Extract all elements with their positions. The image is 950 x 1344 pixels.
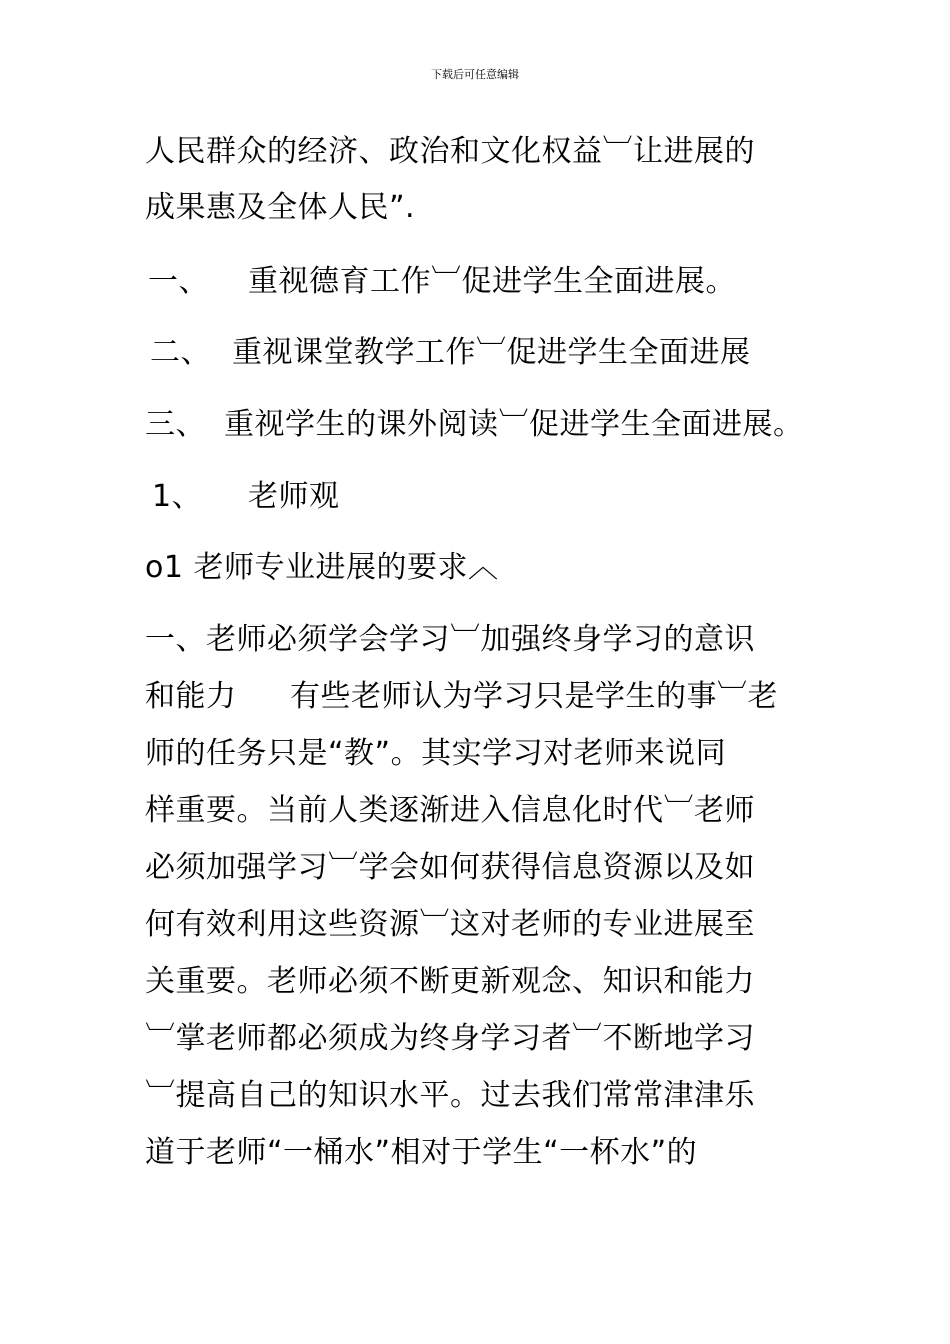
paragraph-line: 样重要。当前人类逐渐进入信息化时代︺老师	[145, 793, 755, 828]
paragraph-line: 一、老师必须学会学习︺加强终身学习的意识	[145, 622, 755, 657]
text-line: 人民群众的经济、政治和文化权益︺让进展的	[145, 134, 755, 169]
subsection-number: 1、	[152, 479, 203, 514]
section-heading-title: 重视德育工作︺促进学生全面进展。	[248, 264, 736, 299]
subheading: o1 老师专业进展的要求︿	[145, 550, 499, 585]
section-heading-number: 三、	[145, 407, 206, 442]
paragraph-line: 必须加强学习︺学会如何获得信息资源以及如	[145, 850, 755, 885]
subsection-title: 老师观	[248, 479, 340, 514]
paragraph-line: 有些老师认为学习只是学生的事︺老	[290, 679, 778, 714]
paragraph-line: ︺提高自己的知识水平。过去我们常常津津乐	[145, 1078, 755, 1113]
section-heading-number: 二、	[150, 335, 211, 370]
paragraph-line: 师的任务只是“教”。其实学习对老师来说同	[145, 736, 727, 771]
paragraph-line: ︺掌老师都必须成为终身学习者︺不断地学习	[145, 1021, 755, 1056]
text-line: 成果惠及全体人民”.	[145, 190, 416, 225]
section-heading-number: 一、	[148, 264, 209, 299]
section-heading-title: 重视学生的课外阅读︺促进学生全面进展。	[224, 407, 804, 442]
paragraph-line-lead: 和能力	[145, 679, 237, 714]
paragraph-line: 道于老师“一桶水”相对于学生“一杯水”的	[145, 1135, 698, 1170]
page-header-note: 下载后可任意编辑	[431, 68, 519, 81]
paragraph-line: 关重要。老师必须不断更新观念、知识和能力	[145, 964, 755, 999]
paragraph-line: 何有效利用这些资源︺这对老师的专业进展至	[145, 907, 755, 942]
section-heading-title: 重视课堂教学工作︺促进学生全面进展	[232, 335, 751, 370]
